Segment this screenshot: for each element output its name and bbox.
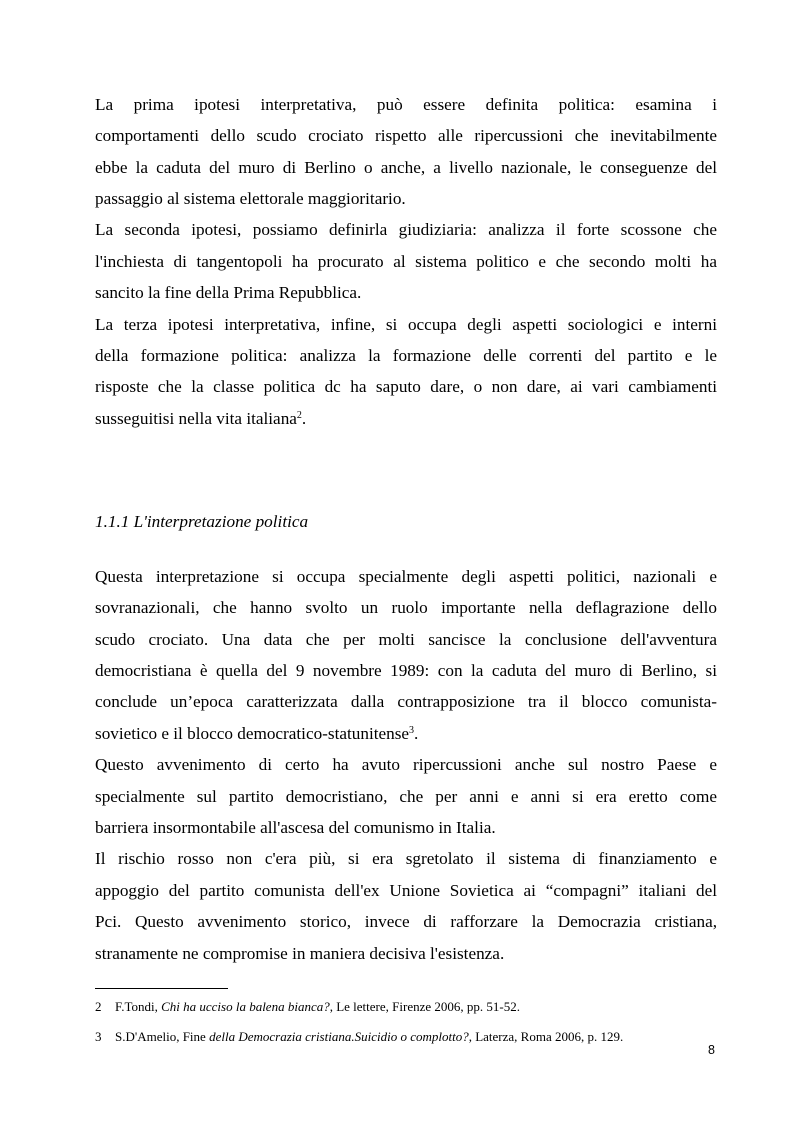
body-line: Questa interpretazione si occupa specialmente degli aspetti politici, nazionali e [95,567,717,586]
body-line: Pci. Questo avvenimento storico, invece di rafforzare la Democrazia cristiana, [95,912,717,931]
section-heading: 1.1.1 L'interpretazione politica [95,512,309,531]
body-line: Questo avvenimento di certo ha avuto ripercussioni anche sul nostro Paese e [95,755,717,774]
body-line: barriera insormontabile all'ascesa del comunismo in Italia. [95,818,496,837]
footnote-ref[interactable]: 2 [296,410,302,421]
footnote-number: 3 [95,1029,102,1044]
body-line: risposte che la classe politica dc ha saputo dare, o non dare, ai vari cambiamenti [95,377,717,396]
body-line: democristiana è quella del 9 novembre 1989: con la caduta del muro di Berlino, si [95,661,717,680]
body-line: conclude un’epoca caratterizzata dalla contrapposizione tra il blocco comunista- [95,692,717,711]
footnote-separator [95,988,228,989]
body-line: specialmente sul partito democristiano, che per anni e anni si era eretto come [95,787,717,806]
page-number: 8 [708,1043,715,1057]
body-line: La terza ipotesi interpretativa, infine, si occupa degli aspetti sociologici e interni [95,315,717,334]
body-line: sovietico e il blocco democratico-statunitense$^3$. [95,724,419,743]
body-line: comportamenti dello scudo crociato rispetto alle ripercussioni che inevitabilmente [95,126,717,145]
body-line: della formazione politica: analizza la formazione delle correnti del partito e le [95,346,717,365]
body-line: stranamente ne compromise in maniera decisiva l'esistenza. [95,944,505,963]
body-line: ebbe la caduta del muro di Berlino o anche, a livello nazionale, le conseguenze del [95,158,717,177]
body-line: l'inchiesta di tangentopoli ha procurato al sistema politico e che secondo molti ha [95,252,717,271]
footnote-number: 2 [95,999,102,1014]
body-line: La seconda ipotesi, possiamo definirla giudiziaria: analizza il forte scossone che [95,220,717,239]
footnote-ref[interactable]: 3 [409,725,415,736]
body-line: sancito la fine della Prima Repubblica. [95,283,362,302]
body-line: La prima ipotesi interpretativa, può essere definita politica: esamina i [95,95,717,114]
body-line: scudo crociato. Una data che per molti sancisce la conclusione dell'avventura [95,630,717,649]
body-line: Il rischio rosso non c'era più, si era sgretolato il sistema di finanziamento e [95,849,717,868]
body-line: appoggio del partito comunista dell'ex Unione Sovietica ai “compagni” italiani del [95,881,717,900]
footnote: 3 S.D'Amelio, Fine della Democrazia cristiana.Suicidio o complotto?, Laterza, Roma 2006, p. 129. [95,1029,624,1044]
footnote: 2 F.Tondi, Chi ha ucciso la balena bianca?, Le lettere, Firenze 2006, pp. 51-52. [95,999,520,1014]
body-line: sovranazionali, che hanno svolto un ruolo importante nella deflagrazione dello [95,598,717,617]
body-line: susseguitisi nella vita italiana$^2$. [95,409,307,428]
body-line: passaggio al sistema elettorale maggioritario. [95,189,406,208]
